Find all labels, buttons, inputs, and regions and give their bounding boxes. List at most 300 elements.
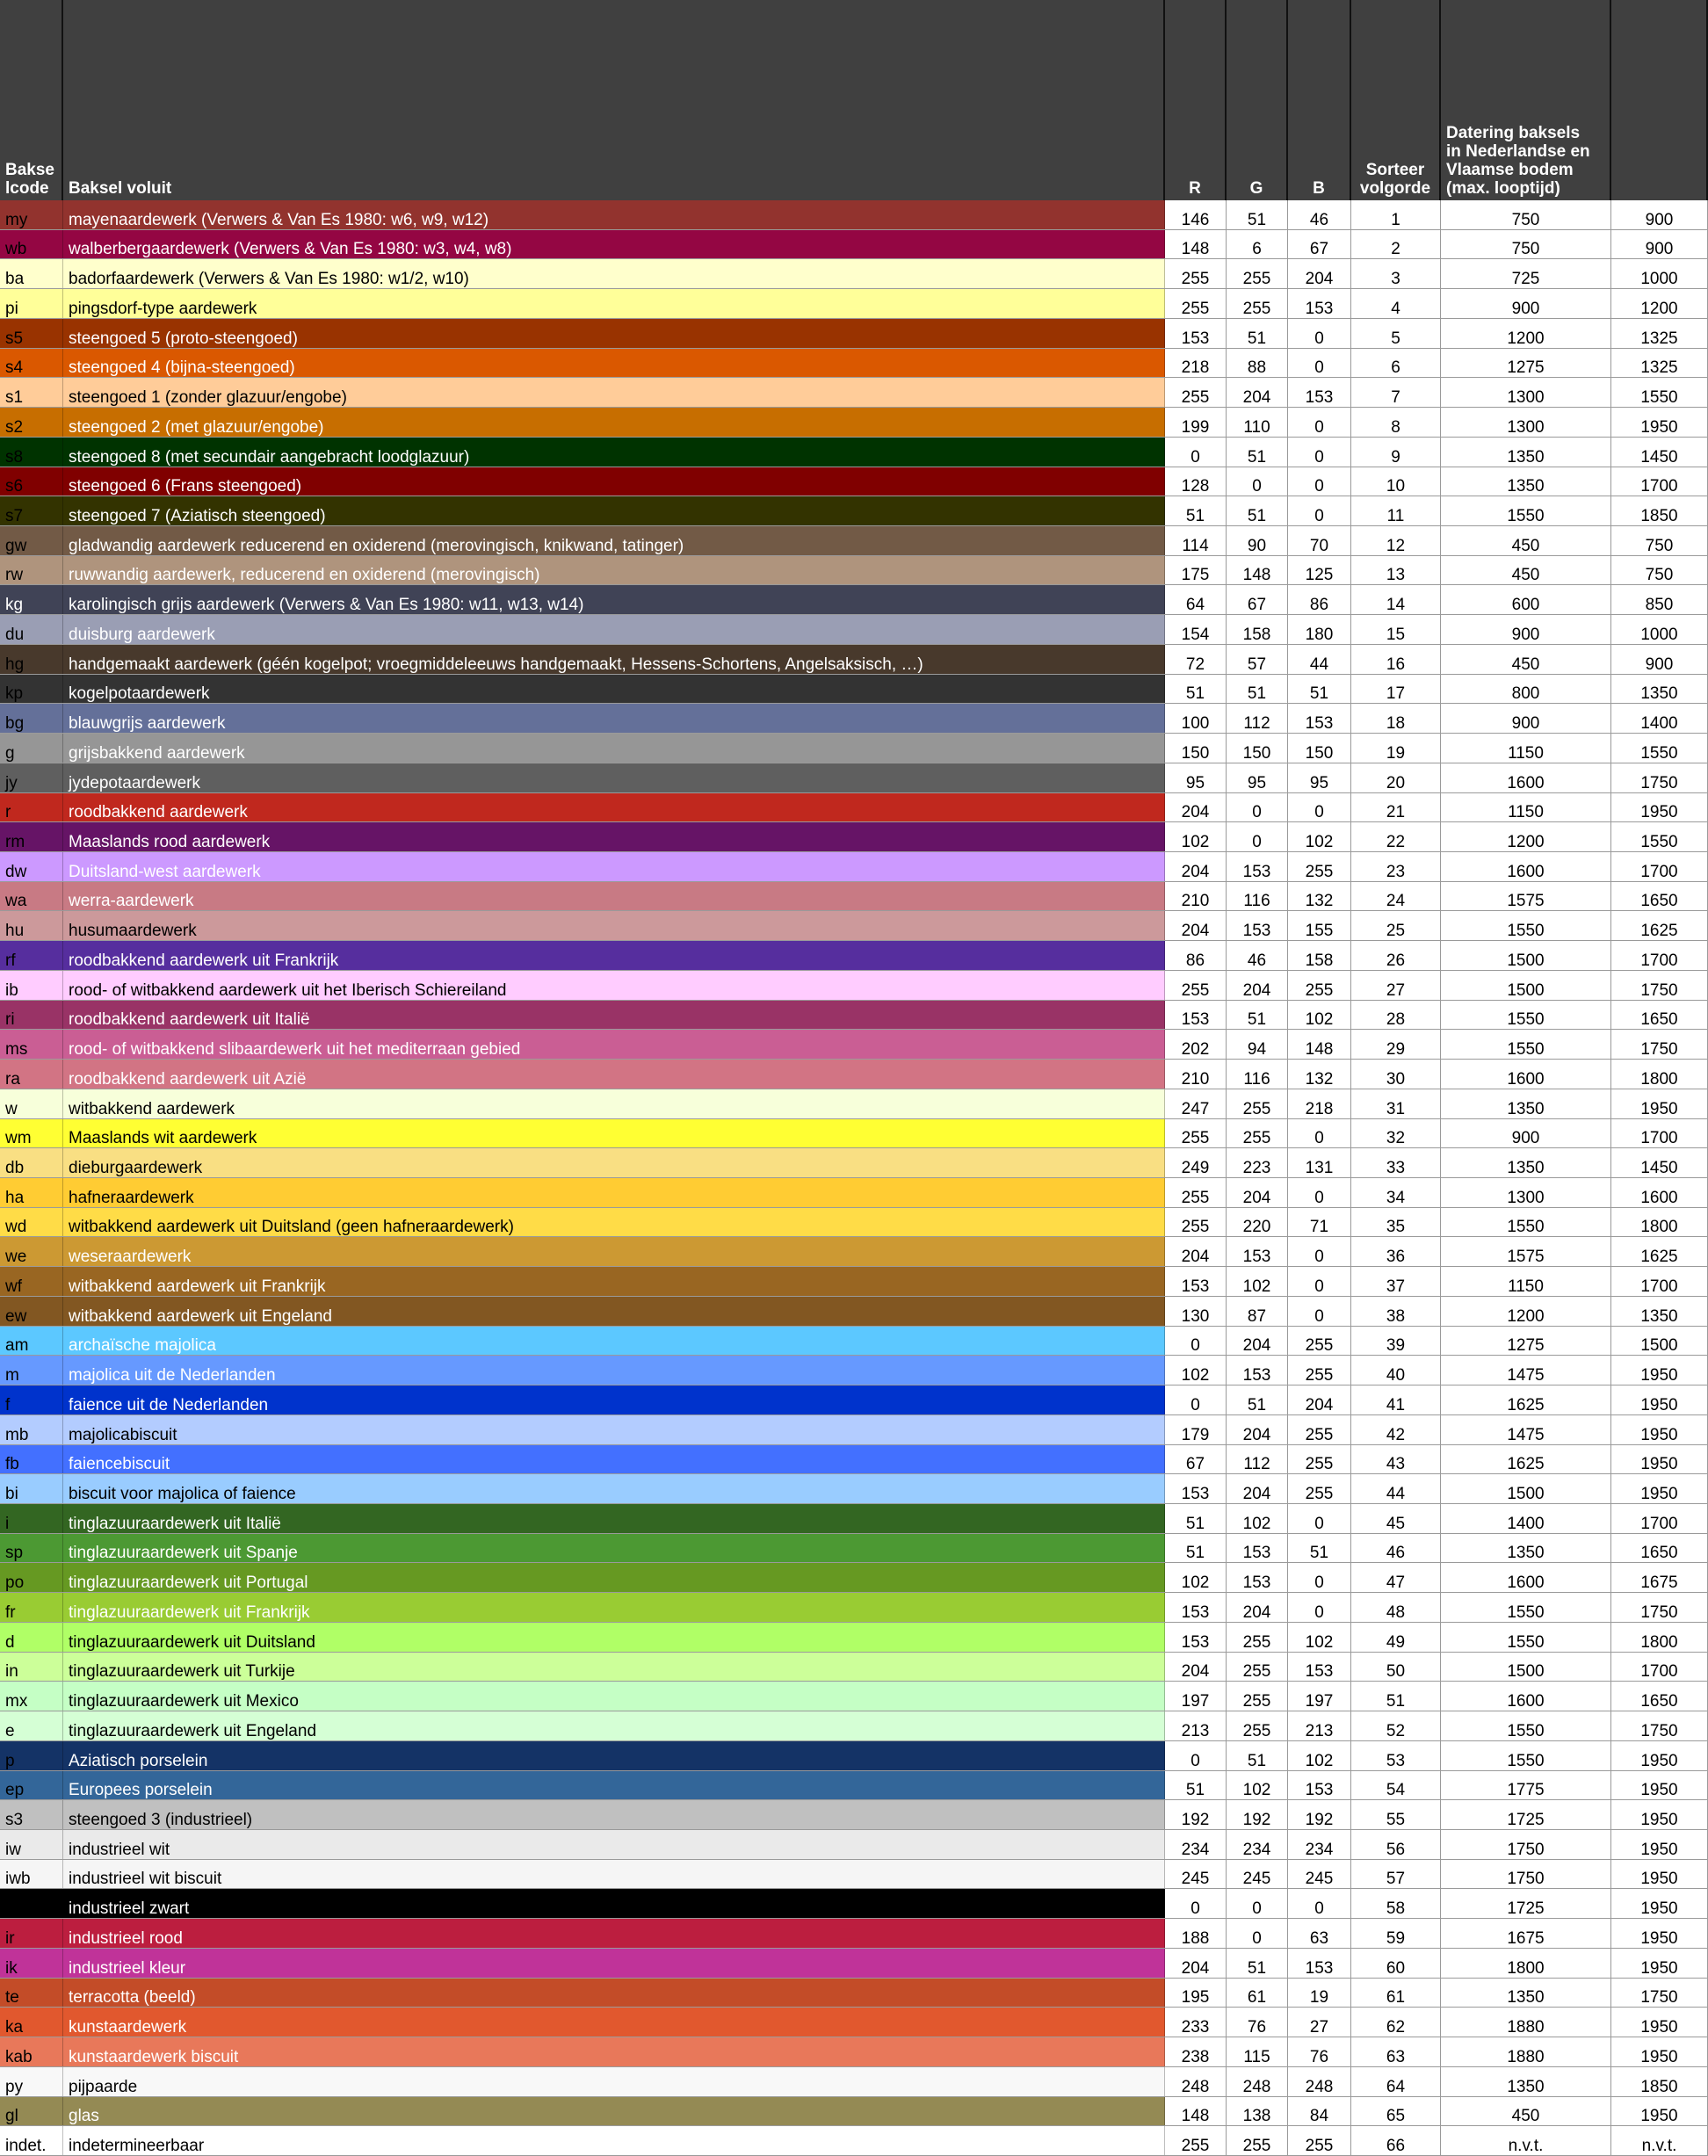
- cell-to-text: 1650: [1640, 892, 1678, 911]
- cell-sort-text: 10: [1386, 477, 1406, 496]
- cell-name: [63, 1830, 1165, 1859]
- cell-to: [1611, 1060, 1708, 1089]
- cell-b: [1288, 1237, 1351, 1266]
- cell-g-text: 255: [1242, 270, 1271, 289]
- cell-from-text: 1500: [1507, 980, 1545, 1000]
- cell-name-text: kunstaardewerk biscuit: [69, 2047, 239, 2066]
- cell-from: [1441, 882, 1611, 911]
- cell-r: [1165, 615, 1227, 644]
- cell-sort-text: 30: [1386, 1069, 1406, 1089]
- table-row: [0, 378, 1708, 408]
- cell-r-text: 192: [1181, 1810, 1210, 1829]
- cell-sort: [1351, 882, 1441, 911]
- cell-g-text: 102: [1242, 1514, 1271, 1533]
- cell-sort: [1351, 349, 1441, 378]
- cell-sort-text: 7: [1391, 388, 1400, 408]
- cell-from: [1441, 1979, 1611, 2008]
- cell-from-text: 1275: [1507, 358, 1545, 378]
- cell-b-text: 153: [1305, 1662, 1334, 1682]
- cell-from-text: 1775: [1507, 1781, 1545, 1800]
- cell-code-text: w: [5, 1099, 18, 1118]
- cell-sort-text: 57: [1386, 1870, 1406, 1889]
- cell-to: [1611, 763, 1708, 792]
- cell-r: [1165, 585, 1227, 614]
- cell-code: [0, 1979, 63, 2008]
- cell-to: [1611, 1327, 1708, 1356]
- cell-from-text: 1725: [1507, 1810, 1545, 1829]
- cell-r: [1165, 1682, 1227, 1711]
- cell-to: [1611, 2008, 1708, 2037]
- cell-b-text: 0: [1314, 1603, 1324, 1622]
- table-row: [0, 675, 1708, 705]
- cell-r-text: 195: [1181, 1988, 1210, 2008]
- cell-sort-text: 25: [1386, 922, 1406, 941]
- cell-from: [1441, 2126, 1611, 2155]
- cell-name: [63, 1860, 1165, 1889]
- cell-from-text: 1550: [1507, 1632, 1545, 1652]
- cell-g-text: 0: [1252, 803, 1262, 822]
- table-row: [0, 1979, 1708, 2008]
- cell-name: [63, 1089, 1165, 1118]
- cell-b-text: 0: [1314, 477, 1324, 496]
- cell-r: [1165, 496, 1227, 525]
- cell-g-text: 51: [1247, 506, 1267, 525]
- header-name-label: Baksel voluit: [69, 179, 172, 198]
- cell-code-text: ik: [5, 1958, 18, 1978]
- cell-name-text: steengoed 6 (Frans steengoed): [69, 477, 302, 496]
- cell-g: [1227, 911, 1288, 940]
- cell-sort-text: 24: [1386, 892, 1406, 911]
- cell-to-text: 1600: [1640, 1188, 1678, 1207]
- cell-from: [1441, 675, 1611, 704]
- cell-b: [1288, 2067, 1351, 2096]
- cell-r-text: 204: [1181, 1248, 1210, 1267]
- cell-to-text: 850: [1645, 596, 1674, 615]
- cell-from: [1441, 1089, 1611, 1118]
- cell-name-text: kunstaardewerk: [69, 2018, 187, 2037]
- cell-to-text: 900: [1645, 240, 1674, 259]
- cell-sort-text: 43: [1386, 1455, 1406, 1474]
- cell-code: [0, 1089, 63, 1118]
- cell-from-text: 1400: [1507, 1514, 1545, 1533]
- cell-name-text: roodbakkend aardewerk uit Frankrijk: [69, 951, 339, 970]
- cell-code: [0, 882, 63, 911]
- cell-b-text: 132: [1305, 892, 1334, 911]
- cell-sort-text: 36: [1386, 1248, 1406, 1267]
- cell-sort: [1351, 526, 1441, 555]
- cell-from: [1441, 1237, 1611, 1266]
- cell-r-text: 204: [1181, 922, 1210, 941]
- cell-code-text: du: [5, 625, 25, 644]
- cell-b-text: 95: [1309, 773, 1329, 792]
- cell-sort: [1351, 378, 1441, 407]
- cell-b: [1288, 1208, 1351, 1237]
- cell-r: [1165, 1653, 1227, 1682]
- cell-code-text: wa: [5, 892, 27, 911]
- cell-g-text: 220: [1242, 1218, 1271, 1237]
- cell-r: [1165, 438, 1227, 467]
- cell-from-text: 450: [1511, 566, 1540, 585]
- cell-code-text: s5: [5, 329, 24, 348]
- cell-to-text: 1450: [1640, 1158, 1678, 1177]
- cell-to: [1611, 1979, 1708, 2008]
- cell-code-text: kab: [5, 2047, 33, 2066]
- header-end: [1611, 0, 1708, 200]
- cell-r-text: 197: [1181, 1692, 1210, 1711]
- cell-r: [1165, 971, 1227, 1000]
- cell-b: [1288, 438, 1351, 467]
- cell-from-text: 1550: [1507, 1040, 1545, 1060]
- cell-g-text: 46: [1247, 951, 1267, 970]
- cell-code: [0, 822, 63, 851]
- cell-g: [1227, 1593, 1288, 1622]
- cell-g: [1227, 1830, 1288, 1859]
- cell-b-text: 70: [1309, 536, 1329, 555]
- cell-g: [1227, 1148, 1288, 1177]
- cell-g-text: 0: [1252, 1928, 1262, 1948]
- cell-code-text: mx: [5, 1692, 28, 1711]
- cell-to-text: 1950: [1640, 2047, 1678, 2066]
- cell-from-text: 1600: [1507, 1692, 1545, 1711]
- cell-b: [1288, 496, 1351, 525]
- cell-to: [1611, 556, 1708, 585]
- cell-g-text: 255: [1242, 2136, 1271, 2155]
- cell-g-text: 51: [1247, 1395, 1267, 1414]
- cell-g: [1227, 200, 1288, 229]
- header-dating: [1441, 0, 1611, 200]
- cell-to: [1611, 1682, 1708, 1711]
- cell-sort: [1351, 1356, 1441, 1385]
- cell-name: [63, 1327, 1165, 1356]
- cell-from: [1441, 526, 1611, 555]
- cell-sort-text: 42: [1386, 1425, 1406, 1444]
- cell-sort-text: 12: [1386, 536, 1406, 555]
- cell-b: [1288, 1415, 1351, 1444]
- cell-name-text: industrieel wit biscuit: [69, 1870, 222, 1889]
- cell-from: [1441, 971, 1611, 1000]
- cell-b: [1288, 349, 1351, 378]
- cell-r: [1165, 1267, 1227, 1296]
- cell-sort-text: 15: [1386, 625, 1406, 644]
- cell-to: [1611, 378, 1708, 407]
- cell-name: [63, 467, 1165, 496]
- cell-name-text: ruwwandig aardewerk, reducerend en oxiderend (merovingisch): [69, 566, 540, 585]
- table-row: [0, 704, 1708, 734]
- cell-to-text: 1950: [1640, 1928, 1678, 1948]
- cell-to: [1611, 1741, 1708, 1770]
- cell-from: [1441, 438, 1611, 467]
- table-row: [0, 1178, 1708, 1208]
- cell-g-text: 116: [1243, 892, 1270, 911]
- cell-name: [63, 1653, 1165, 1682]
- cell-r: [1165, 1889, 1227, 1918]
- cell-name-text: mayenaardewerk (Verwers & Van Es 1980: w6, w9, w12): [69, 210, 489, 229]
- cell-to-text: 1325: [1640, 329, 1678, 348]
- cell-code-text: iw: [5, 1840, 21, 1859]
- cell-name: [63, 882, 1165, 911]
- cell-name: [63, 1741, 1165, 1770]
- cell-from-text: 725: [1511, 270, 1540, 289]
- cell-b: [1288, 1148, 1351, 1177]
- table-row: [0, 793, 1708, 823]
- cell-name: [63, 1445, 1165, 1474]
- cell-r: [1165, 1711, 1227, 1740]
- cell-b-text: 51: [1309, 1544, 1329, 1563]
- cell-name-text: terracotta (beeld): [69, 1988, 196, 2008]
- cell-g: [1227, 526, 1288, 555]
- cell-from: [1441, 1830, 1611, 1859]
- cell-code-text: r: [5, 803, 11, 822]
- cell-from: [1441, 585, 1611, 614]
- cell-to-text: 1350: [1640, 684, 1678, 704]
- cell-name-text: glas: [69, 2107, 99, 2126]
- cell-b-text: 84: [1309, 2107, 1329, 2126]
- cell-b: [1288, 2126, 1351, 2155]
- cell-g-text: 204: [1242, 1336, 1271, 1356]
- cell-g-text: 51: [1247, 329, 1267, 348]
- cell-code: [0, 526, 63, 555]
- cell-g: [1227, 1919, 1288, 1948]
- cell-sort: [1351, 1178, 1441, 1207]
- cell-g-text: 6: [1252, 240, 1262, 259]
- cell-sort-text: 61: [1386, 1988, 1406, 2008]
- cell-code: [0, 1711, 63, 1740]
- cell-code: [0, 1237, 63, 1266]
- cell-code-text: bg: [5, 714, 25, 734]
- cell-b: [1288, 1800, 1351, 1829]
- cell-name: [63, 349, 1165, 378]
- cell-r: [1165, 259, 1227, 288]
- cell-r-text: 86: [1185, 951, 1205, 970]
- table-row: [0, 852, 1708, 882]
- cell-sort: [1351, 408, 1441, 437]
- cell-to: [1611, 971, 1708, 1000]
- cell-name-text: tinglazuuraardewerk uit Mexico: [69, 1692, 299, 1711]
- cell-name-text: gladwandig aardewerk reducerend en oxiderend (merovingisch, knikwand, tatinger): [69, 536, 684, 555]
- cell-b-text: 255: [1305, 1336, 1334, 1356]
- cell-from-text: 1550: [1507, 1218, 1545, 1237]
- cell-b-text: 0: [1314, 417, 1324, 437]
- cell-r: [1165, 1474, 1227, 1503]
- cell-from: [1441, 704, 1611, 733]
- cell-g: [1227, 1445, 1288, 1474]
- cell-b: [1288, 2008, 1351, 2037]
- cell-b: [1288, 1919, 1351, 1948]
- cell-g: [1227, 1653, 1288, 1682]
- cell-g: [1227, 2067, 1288, 2096]
- cell-sort: [1351, 2067, 1441, 2096]
- cell-to-text: 1950: [1640, 1899, 1678, 1919]
- cell-code-text: s3: [5, 1810, 24, 1829]
- cell-g: [1227, 289, 1288, 318]
- cell-code: [0, 408, 63, 437]
- cell-code-text: bi: [5, 1484, 18, 1503]
- table-row: [0, 408, 1708, 438]
- cell-g-text: 255: [1242, 1129, 1271, 1148]
- cell-from: [1441, 1178, 1611, 1207]
- cell-sort: [1351, 1001, 1441, 1030]
- cell-b: [1288, 1889, 1351, 1918]
- cell-name-text: steengoed 4 (bijna-steengoed): [69, 358, 295, 378]
- cell-from-text: 450: [1511, 655, 1540, 674]
- cell-to-text: 1550: [1640, 743, 1678, 763]
- table-row: [0, 1089, 1708, 1119]
- cell-code-text: ir: [5, 1928, 15, 1948]
- cell-to-text: 1800: [1640, 1632, 1678, 1652]
- cell-code: [0, 2097, 63, 2126]
- cell-code-text: s6: [5, 477, 24, 496]
- cell-from: [1441, 1385, 1611, 1414]
- cell-sort-text: 35: [1386, 1218, 1406, 1237]
- cell-sort-text: 16: [1386, 655, 1406, 674]
- cell-name: [63, 319, 1165, 348]
- cell-r-text: 255: [1181, 2136, 1210, 2155]
- cell-from-text: 1600: [1507, 773, 1545, 792]
- table-row: [0, 467, 1708, 497]
- cell-from: [1441, 1474, 1611, 1503]
- cell-to-text: 1850: [1640, 506, 1678, 525]
- cell-r-text: 148: [1181, 240, 1210, 259]
- cell-to-text: 1750: [1640, 1721, 1678, 1740]
- cell-g: [1227, 1711, 1288, 1740]
- cell-g: [1227, 1415, 1288, 1444]
- cell-g: [1227, 971, 1288, 1000]
- cell-from: [1441, 1415, 1611, 1444]
- cell-g: [1227, 585, 1288, 614]
- cell-code-text: am: [5, 1336, 29, 1356]
- cell-g: [1227, 1860, 1288, 1889]
- cell-g: [1227, 941, 1288, 970]
- cell-from-text: 450: [1511, 536, 1540, 555]
- cell-code-text: ra: [5, 1069, 20, 1089]
- cell-r-text: 0: [1191, 1751, 1200, 1770]
- cell-b-text: 153: [1305, 1781, 1334, 1800]
- cell-sort: [1351, 1593, 1441, 1622]
- cell-from-text: 1600: [1507, 1069, 1545, 1089]
- cell-g: [1227, 793, 1288, 822]
- cell-from-text: 1500: [1507, 951, 1545, 970]
- table-row: [0, 1001, 1708, 1031]
- cell-from-text: 1200: [1507, 329, 1545, 348]
- cell-sort: [1351, 911, 1441, 940]
- cell-b: [1288, 1623, 1351, 1652]
- cell-b-text: 153: [1305, 1958, 1334, 1978]
- cell-name: [63, 2008, 1165, 2037]
- cell-sort: [1351, 556, 1441, 585]
- cell-b: [1288, 526, 1351, 555]
- cell-code: [0, 349, 63, 378]
- cell-sort: [1351, 1860, 1441, 1889]
- cell-g-text: 51: [1247, 447, 1267, 467]
- cell-to-text: 1950: [1640, 1484, 1678, 1503]
- cell-name: [63, 1800, 1165, 1829]
- cell-b: [1288, 822, 1351, 851]
- cell-b: [1288, 1771, 1351, 1800]
- cell-to-text: 1500: [1640, 1336, 1678, 1356]
- cell-b: [1288, 1445, 1351, 1474]
- cell-r: [1165, 1356, 1227, 1385]
- cell-code-text: hg: [5, 655, 25, 674]
- cell-g-text: 61: [1247, 1988, 1267, 2008]
- cell-code: [0, 1623, 63, 1652]
- cell-r-text: 154: [1181, 625, 1210, 644]
- cell-to: [1611, 734, 1708, 763]
- cell-name: [63, 1267, 1165, 1296]
- cell-g: [1227, 675, 1288, 704]
- cell-g-text: 116: [1243, 1069, 1270, 1089]
- cell-sort: [1351, 1711, 1441, 1740]
- cell-to-text: 1750: [1640, 773, 1678, 792]
- cell-b: [1288, 1385, 1351, 1414]
- cell-sort-text: 26: [1386, 951, 1406, 970]
- table-row: [0, 1060, 1708, 1089]
- cell-code: [0, 1563, 63, 1592]
- cell-sort: [1351, 259, 1441, 288]
- cell-to: [1611, 1860, 1708, 1889]
- cell-sort: [1351, 1653, 1441, 1682]
- cell-b-text: 46: [1309, 210, 1329, 229]
- cell-code-text: ba: [5, 270, 25, 289]
- cell-to: [1611, 585, 1708, 614]
- cell-to-text: 1750: [1640, 980, 1678, 1000]
- cell-name: [63, 1297, 1165, 1326]
- header-r: [1165, 0, 1227, 200]
- cell-sort: [1351, 1504, 1441, 1533]
- cell-r-text: 179: [1181, 1425, 1210, 1444]
- cell-sort: [1351, 1089, 1441, 1118]
- cell-sort: [1351, 1771, 1441, 1800]
- cell-sort-text: 17: [1386, 684, 1406, 704]
- cell-b-text: 131: [1305, 1158, 1334, 1177]
- cell-g: [1227, 496, 1288, 525]
- table-row: [0, 911, 1708, 941]
- cell-sort: [1351, 1682, 1441, 1711]
- cell-to: [1611, 1001, 1708, 1030]
- cell-b: [1288, 941, 1351, 970]
- cell-g-text: 90: [1247, 536, 1267, 555]
- cell-sort-text: 50: [1386, 1662, 1406, 1682]
- cell-from: [1441, 1119, 1611, 1148]
- cell-r-text: 233: [1181, 2018, 1210, 2037]
- cell-from-text: 750: [1511, 210, 1540, 229]
- cell-from: [1441, 1060, 1611, 1089]
- cell-g-text: 255: [1242, 1721, 1271, 1740]
- table-row: [0, 1119, 1708, 1149]
- cell-from: [1441, 1949, 1611, 1978]
- cell-sort-text: 8: [1391, 417, 1400, 437]
- cell-name: [63, 675, 1165, 704]
- cell-g: [1227, 1889, 1288, 1918]
- cell-sort-text: 34: [1386, 1188, 1406, 1207]
- table-row: [0, 822, 1708, 852]
- cell-r-text: 146: [1181, 210, 1210, 229]
- cell-code-text: s4: [5, 358, 24, 378]
- cell-r-text: 153: [1181, 1277, 1210, 1296]
- cell-from-text: 1550: [1507, 1010, 1545, 1030]
- cell-from: [1441, 2097, 1611, 2126]
- table-row: [0, 2008, 1708, 2037]
- cell-to: [1611, 882, 1708, 911]
- cell-name-text: husumaardewerk: [69, 922, 197, 941]
- cell-from-text: 1550: [1507, 1603, 1545, 1622]
- cell-code-text: e: [5, 1721, 15, 1740]
- cell-from: [1441, 1534, 1611, 1563]
- cell-b-text: 86: [1309, 596, 1329, 615]
- cell-from: [1441, 1504, 1611, 1533]
- cell-g: [1227, 1001, 1288, 1030]
- table-row: [0, 763, 1708, 793]
- cell-to: [1611, 2037, 1708, 2066]
